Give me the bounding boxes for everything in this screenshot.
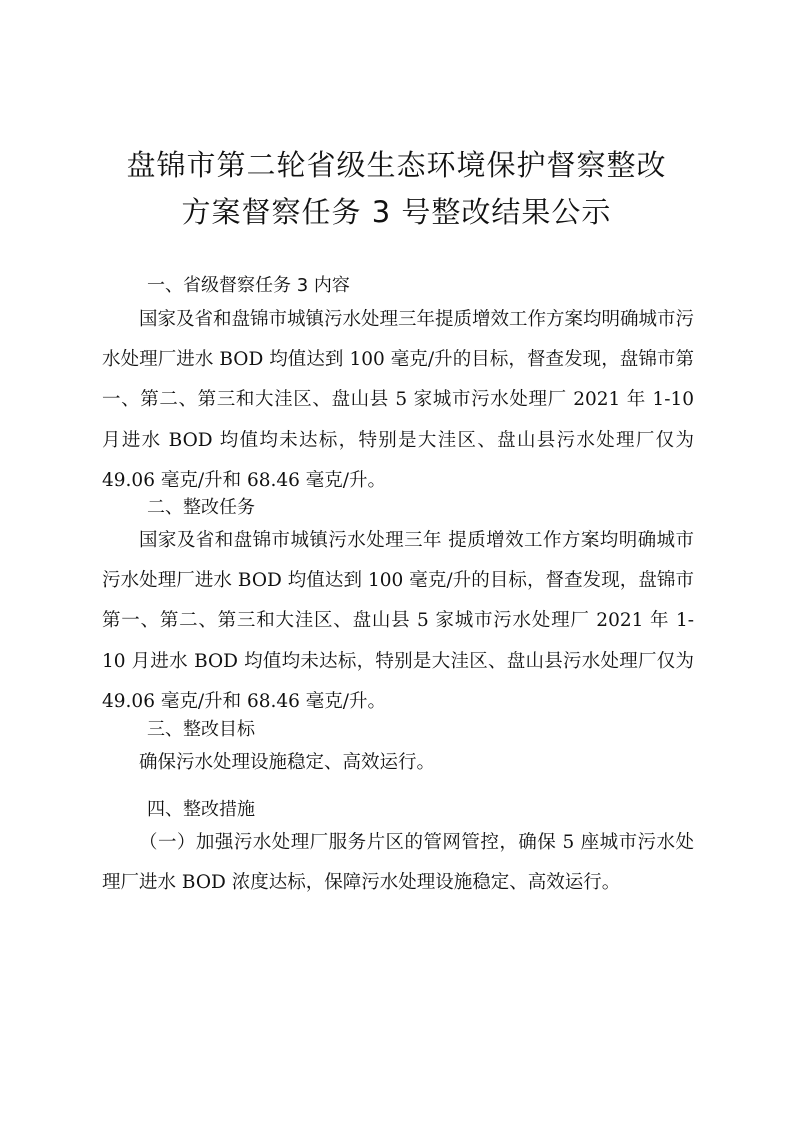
- section-paragraph-3: 确保污水处理设施稳定、高效运行。: [139, 752, 436, 773]
- section-heading-2: 二、整改任务: [147, 497, 255, 518]
- document-title-line-2: 方案督察任务 3 号整改结果公示: [181, 195, 612, 229]
- section-paragraph-2: 国家及省和盘锦市城镇污水处理三年 提质增效工作方案均明确城市污水处理厂进水 BOD 均值达到 100 毫克/升的目标，督查发现，盘锦市第一、第二、第三和大洼区、盘山县 5 家城市污水处理厂 2021 年 1-10 月进水 BOD 均值均未达标，特别是大洼区、盘山县污水处理厂仅为 49.06 毫克/升和 68.46 毫克/升。: [102, 530, 694, 712]
- section-paragraph-1: 国家及省和盘锦市城镇污水处理三年提质增效工作方案均明确城市污水处理厂进水 BOD 均值达到 100 毫克/升的目标，督查发现，盘锦市第一、第二、第三和大洼区、盘山县 5 家城市污水处理厂 2021 年 1-10 月进水 BOD 均值均未达标，特别是大洼区、盘山县污水处理厂仅为 49.06 毫克/升和 68.46 毫克/升。: [102, 309, 695, 491]
- section-heading-1: 一、省级督察任务 3 内容: [147, 275, 350, 296]
- section-heading-3: 三、整改目标: [147, 719, 255, 740]
- section-paragraph-4: （一）加强污水处理厂服务片区的管网管控，确保 5 座城市污水处理厂进水 BOD 浓度达标，保障污水处理设施稳定、高效运行。: [102, 832, 694, 894]
- document-title-line-1: 盘锦市第二轮省级生态环境保护督察整改: [126, 148, 667, 182]
- section-heading-4: 四、整改措施: [147, 799, 255, 820]
